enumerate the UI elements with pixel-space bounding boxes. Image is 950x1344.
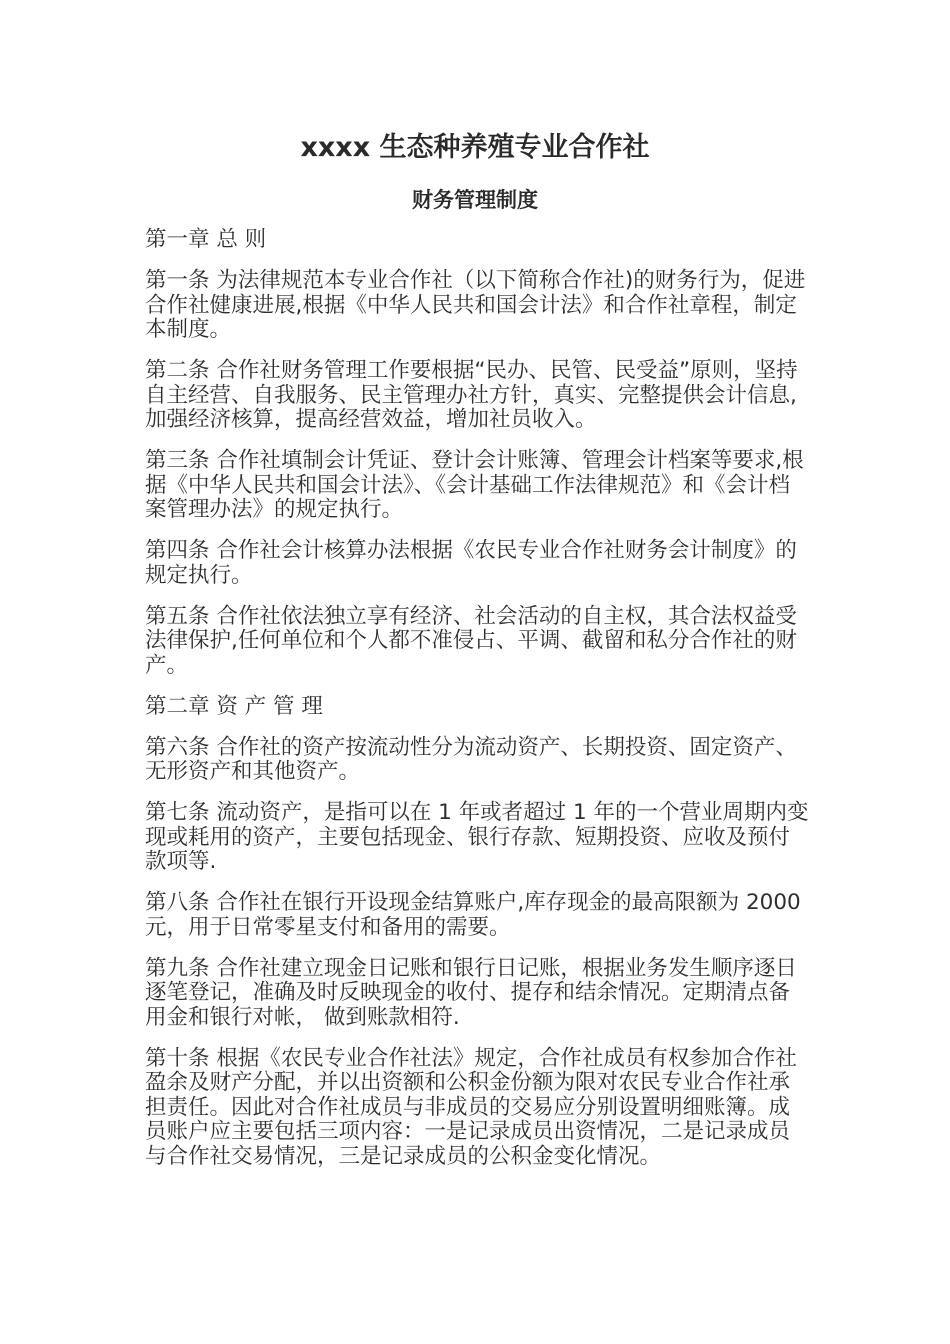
article-paragraph: 第二条 合作社财务管理工作要根据“民办、民管、民受益”原则，坚持自主经营、自我服务、民主管理办社方针，真实、完整提供会计信息,加强经济核算，提高经营效益，增加社员收入。 bbox=[145, 358, 798, 432]
article-paragraph: 第七条 流动资产，是指可以在 1 年或者超过 1 年的一个营业周期内变现或耗用的资产，主要包括现金、银行存款、短期投资、应收及预付款项等. bbox=[145, 800, 809, 874]
chapter-heading: 第二章 资 产 管 理 bbox=[145, 693, 323, 719]
article-paragraph: 第八条 合作社在银行开设现金结算账户,库存现金的最高限额为 2000 元，用于日常零星支付和备用的需要。 bbox=[145, 890, 801, 940]
article-paragraph: 第四条 合作社会计核算办法根据《农民专业合作社财务会计制度》的规定执行。 bbox=[145, 538, 797, 588]
article-paragraph: 第三条 合作社填制会计凭证、登计会计账簿、管理会计档案等要求,根据《中华人民共和国会计法》、《会计基础工作法律规范》和《会计档案管理办法》的规定执行。 bbox=[145, 448, 804, 522]
document-title: xxxx 生态种养殖专业合作社 bbox=[300, 132, 650, 163]
article-paragraph: 第九条 合作社建立现金日记账和银行日记账，根据业务发生顺序逐日逐笔登记，准确及时反映现金的收付、提存和结余情况。定期清点备用金和银行对帐， 做到账款相符. bbox=[145, 955, 797, 1030]
document-body bbox=[145, 228, 810, 1186]
chapter-heading: 第一章 总 则 bbox=[145, 227, 267, 252]
article-paragraph: 第六条 合作社的资产按流动性分为流动资产、长期投资、固定资产、无形资产和其他资产。 bbox=[145, 734, 797, 784]
article-paragraph: 第五条 合作社依法独立享有经济、社会活动的自主权，其合法权益受法律保护,任何单位和个人都不准侵占、平调、截留和私分合作社的财产。 bbox=[145, 603, 797, 678]
article-paragraph: 第一条 为法律规范本专业合作社（以下简称合作社)的财务行为，促进合作社健康进展,根据《中华人民共和国会计法》和合作社章程，制定本制度。 bbox=[145, 268, 806, 342]
document-subtitle: 财务管理制度 bbox=[412, 188, 538, 212]
article-paragraph: 第十条 根据《农民专业合作社法》规定，合作社成员有权参加合作社盈余及财产分配，并以出资额和公积金份额为限对农民专业合作社承担责任。因此对合作社成员与非成员的交易应分别设置明细账簿。成员账户应主要包括三项内容：一是记录成员出资情况，二是记录成员与合作社交易情况，三是记录成员的公积金变化情况。 bbox=[145, 1045, 797, 1169]
